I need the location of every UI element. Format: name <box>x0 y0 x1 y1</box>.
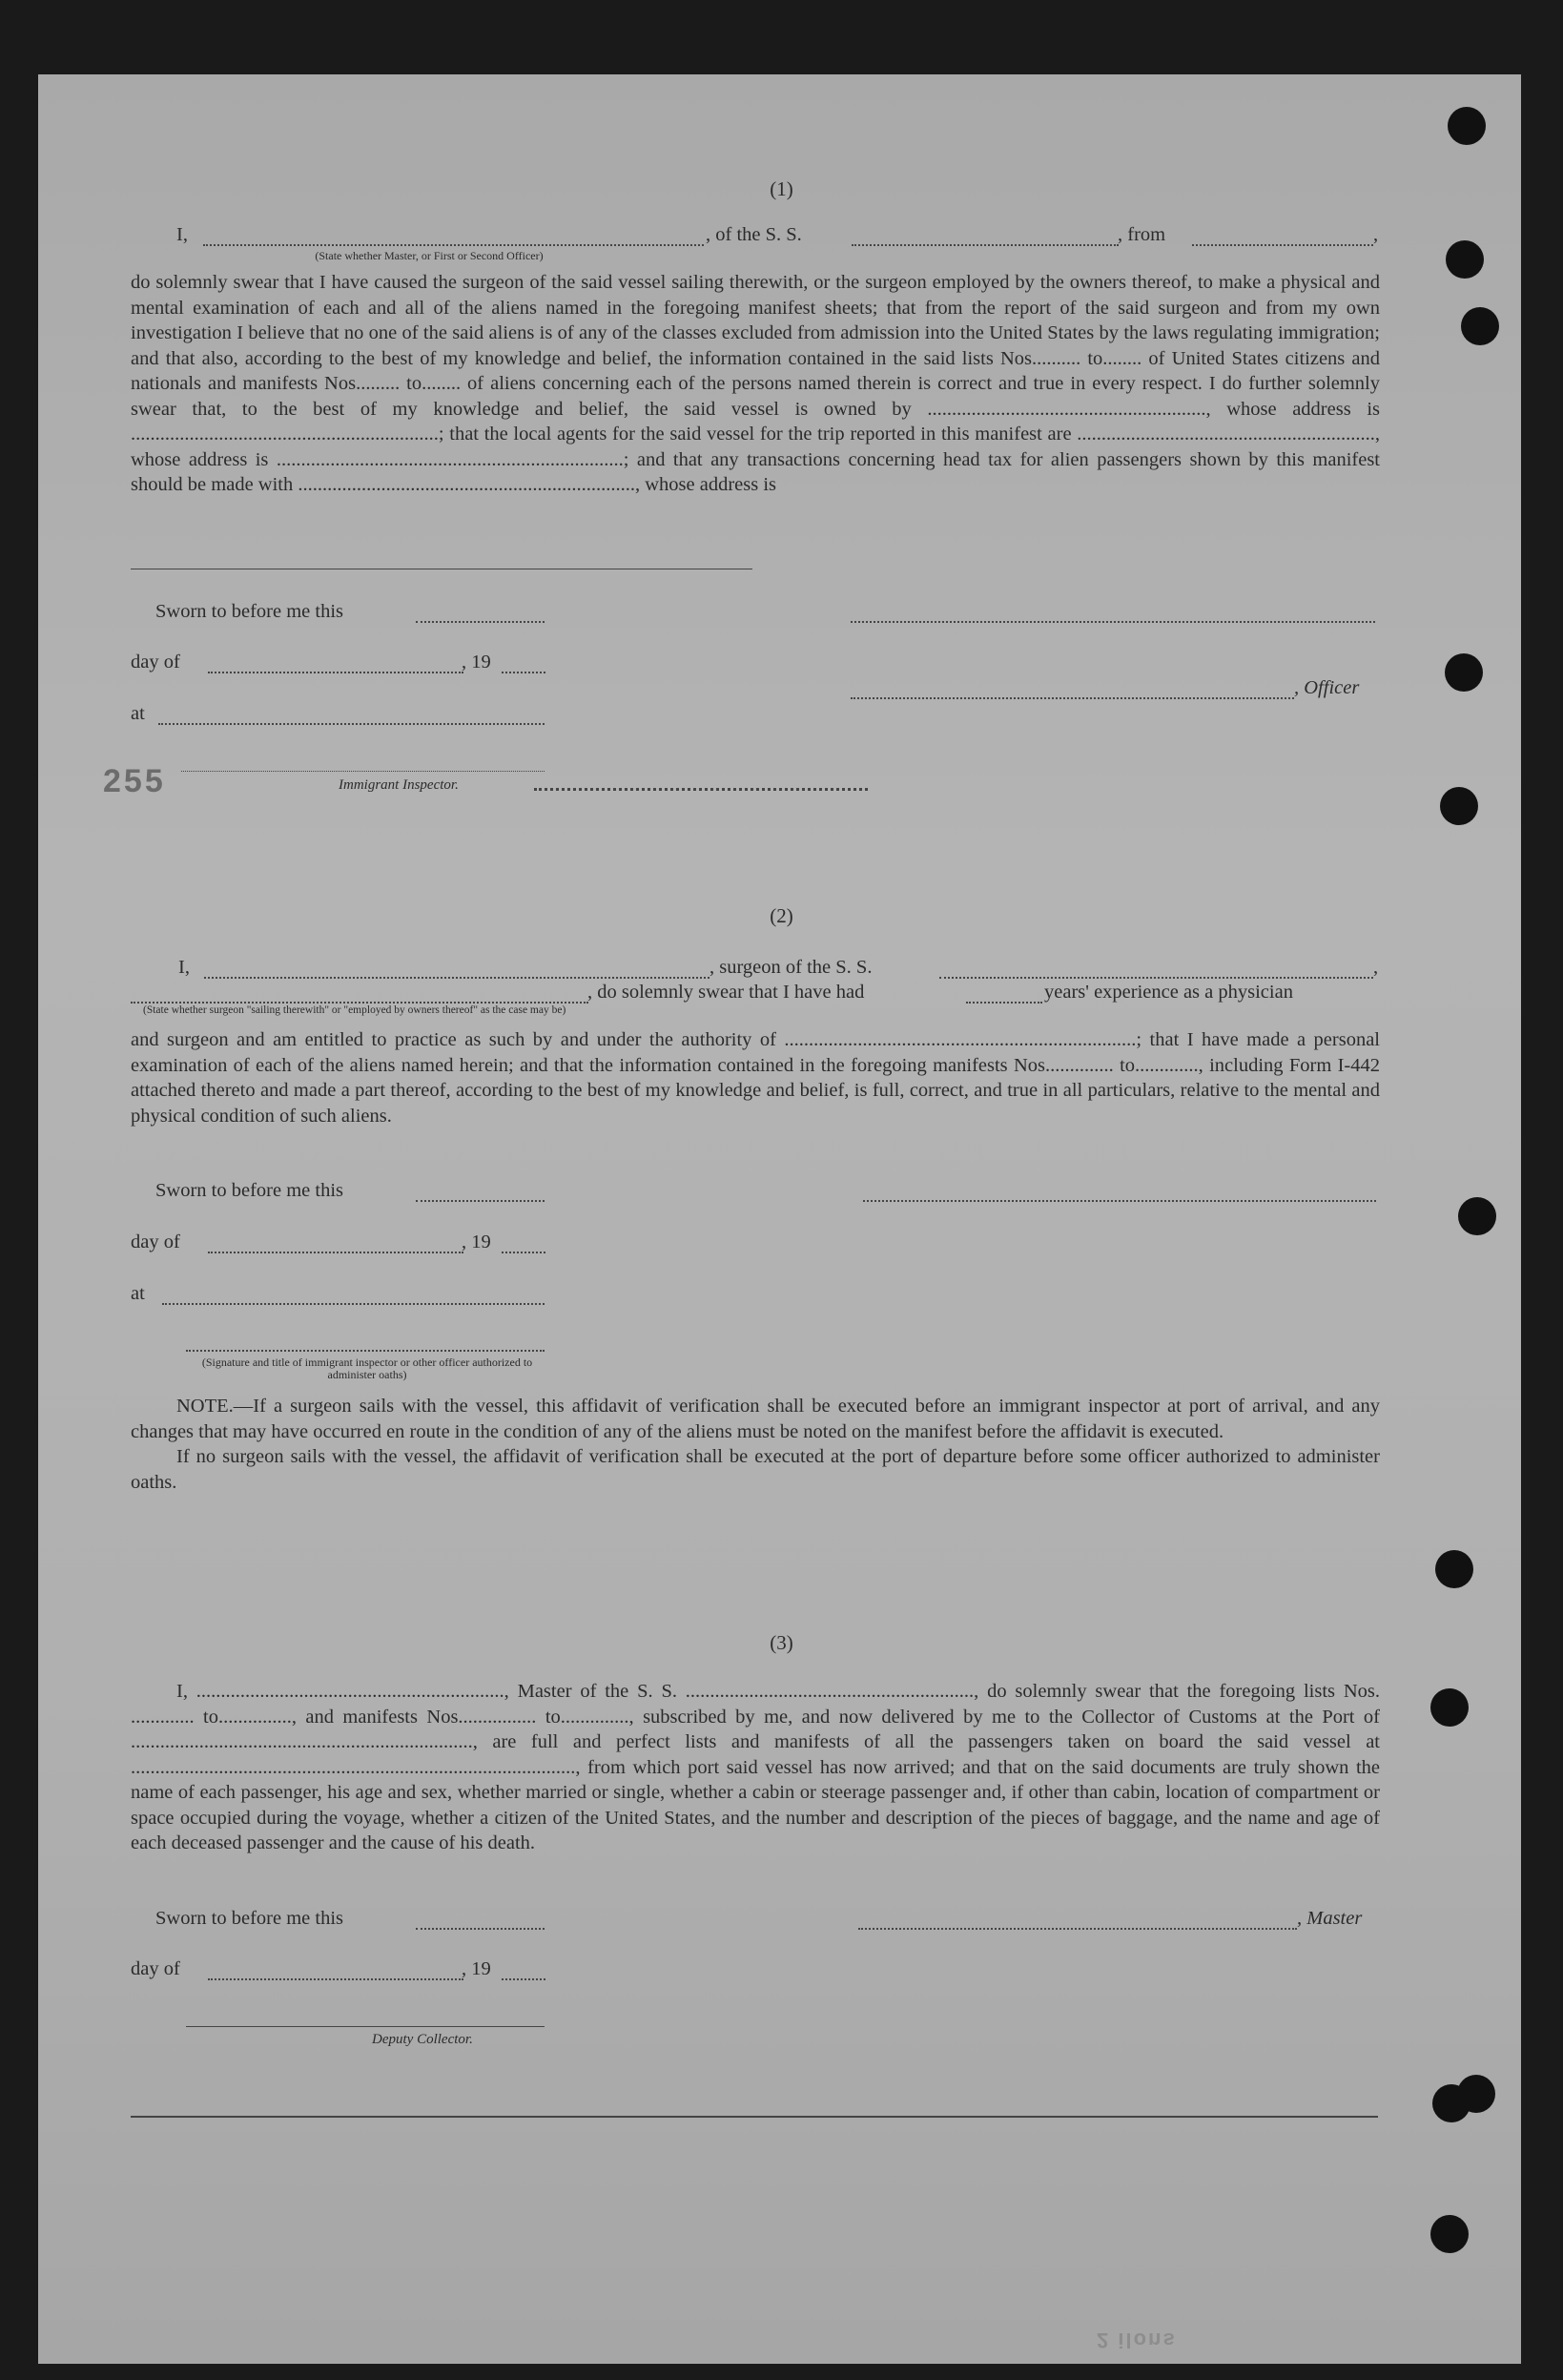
s2-at-label: at <box>131 1283 145 1304</box>
s2-day-label: day of <box>131 1231 180 1252</box>
binder-hole-11 <box>1430 2215 1469 2253</box>
binder-hole-8 <box>1430 1688 1469 1727</box>
binder-hole-5 <box>1440 787 1478 825</box>
binder-hole-2 <box>1446 240 1484 279</box>
s1-year-label: , 19 <box>462 652 491 673</box>
s2-line1-i: I, <box>178 957 190 978</box>
s2-year-field <box>502 1252 545 1253</box>
s1-sworn-label: Sworn to before me this <box>155 601 343 622</box>
s2-surgeon-sig-line <box>863 1200 1376 1202</box>
s3-master-label: , Master <box>1297 1908 1363 1929</box>
s2-sworn-label: Sworn to before me this <box>155 1180 343 1201</box>
s2-surgeon-type-field <box>131 1002 588 1004</box>
s2-vessel-field <box>939 977 1373 979</box>
binder-hole-6 <box>1458 1197 1496 1235</box>
s2-line2-years: years' experience as a physician <box>1044 982 1293 1003</box>
s1-line1-ss: , of the S. S. <box>706 224 802 245</box>
s2-note <box>131 1394 1380 1495</box>
s2-inspector-sig-line <box>186 1350 545 1352</box>
s2-sig-caption: (Signature and title of immigrant inspector or other officer authorized to administer oaths) <box>201 1356 533 1381</box>
s3-master-line <box>858 1928 1297 1930</box>
section3-number: (3) <box>770 1631 793 1654</box>
s2-line2-swear: , do solemnly swear that I have had <box>587 982 865 1003</box>
s1-line1-i: I, <box>176 224 188 245</box>
binder-hole-7 <box>1435 1550 1473 1588</box>
s2-body-text: and surgeon and am entitled to practice as such by and under the authority of ........................................................................; that I have made a personal examination of each of the aliens named herein; and that the information contained in the foregoing manifests Nos.............. to............., including Form I-442 attached thereto and made a part thereof, according to the best of my knowledge and belief, is full, correct, and true in all particulars, relative to the mental and physical condition of such aliens. <box>131 1029 1380 1127</box>
s2-year-label: , 19 <box>462 1231 491 1252</box>
s3-day-label: day of <box>131 1958 180 1979</box>
section1-number: (1) <box>770 177 793 200</box>
s1-line1-comma: , <box>1373 224 1379 245</box>
s3-sworn-label: Sworn to before me this <box>155 1908 343 1929</box>
s1-year-field <box>502 672 545 673</box>
s3-deputy-caption: Deputy Collector. <box>372 2032 473 2047</box>
s1-officer-sig-line <box>851 621 1375 623</box>
s2-note2: If no surgeon sails with the vessel, the affidavit of verification shall be executed at the port of departure before some officer authorized to administer oaths. <box>131 1446 1380 1493</box>
s1-from-field <box>1192 244 1373 246</box>
s2-body <box>131 1027 1380 1128</box>
s1-day-label: day of <box>131 652 180 673</box>
binder-hole-3 <box>1461 307 1499 345</box>
s3-sworn-field <box>416 1928 545 1930</box>
s2-caption-surgeon: (State whether surgeon "sailing therewith" or "employed by owners thereof" as the case may be) <box>143 1004 566 1016</box>
s2-years-field <box>966 1002 1042 1004</box>
s2-day-field <box>208 1252 463 1253</box>
s3-body-text: I, ..............................................................., Master of the S. S. ..........................................................., do solemnly swear that the foregoing lists Nos. ............. to..............., and manifests Nos................ to.............., subscribed by me, and now delivered by me to the Collector of Customs at the Port of ......................................................................, are full and perfect lists and manifests of all the passengers taken on board the said vessel at ..........................................................................................., from which port said vessel has now arrived; and that on the said documents are truly shown the name of each passenger, his age and sex, whether married or single, whether a cabin or steerage passenger and, if other than cabin, location of compartment or space occupied during the voyage, whether a citizen of the United States, and the number and description of the pieces of baggage, and the name and age of each deceased passenger and the cause of his death. <box>131 1681 1380 1853</box>
s1-at-field <box>158 723 545 725</box>
s1-at-label: at <box>131 703 145 724</box>
bottom-rule <box>131 2116 1378 2118</box>
s2-note1: NOTE.—If a surgeon sails with the vessel, this affidavit of verification shall be executed before an immigrant inspector at port of arrival, and any changes that may have occurred en route in the condition of any of the aliens must be noted on the manifest before the affidavit is executed. <box>131 1396 1380 1442</box>
s1-inspector-sig-line <box>181 771 545 772</box>
binder-hole-4 <box>1445 653 1483 692</box>
s2-name-field <box>204 977 710 979</box>
s3-day-field <box>208 1978 463 1980</box>
s1-sworn-field <box>416 621 545 623</box>
s1-caption-master: (State whether Master, or First or Second Officer) <box>315 249 544 262</box>
s1-inspector-trail <box>534 788 868 791</box>
s2-sworn-field <box>416 1200 545 1202</box>
s3-body <box>131 1679 1380 1856</box>
s2-at-field <box>162 1303 545 1305</box>
s1-vessel-field <box>852 244 1119 246</box>
s1-officer-label: , Officer <box>1294 677 1360 698</box>
binder-hole-1 <box>1448 107 1486 145</box>
s1-name-field <box>203 244 704 246</box>
s1-line1-from: , from <box>1118 224 1166 245</box>
s1-body-text: do solemnly swear that I have caused the surgeon of the said vessel sailing therewith, or the surgeon employed by the owners thereof, to make a physical and mental examination of each and all of the aliens named in the foregoing manifest sheets; that from the report of the said surgeon and from my own investigation I believe that no one of the said aliens is of any of the classes excluded from admission into the United States by the laws regulating immigration; and that also, according to the best of my knowledge and belief, the information contained in the said lists Nos.......... to........ of United States citizens and nationals and manifests Nos......... to........ of aliens concerning each of the persons named therein is correct and true in every respect. I do further solemnly swear that, to the best of my knowledge and belief, the said vessel is owned by ........................................................., whose address is ...............................................................; that the local agents for the said vessel for the trip reported in this manifest are ............................................................., whose address is .......................................................................; and that any transactions concerning head tax for alien passengers shown by this manifest should be made with ....................................................................., whose address is <box>131 272 1380 495</box>
section2-number: (2) <box>770 904 793 927</box>
s3-year-field <box>502 1978 545 1980</box>
s3-year-label: , 19 <box>462 1958 491 1979</box>
s3-deputy-sig-line <box>186 2026 545 2027</box>
s1-officer-line <box>851 697 1294 699</box>
binder-hole-10 <box>1457 2075 1495 2113</box>
s1-day-field <box>208 672 463 673</box>
s2-line1-comma: , <box>1373 957 1379 978</box>
s1-page-stamp: 255 <box>103 763 166 799</box>
s1-body <box>131 270 1380 498</box>
s1-inspector-caption: Immigrant Inspector. <box>339 777 459 793</box>
s2-line1-ss: , surgeon of the S. S. <box>710 957 873 978</box>
footer-faint-text: 2 ilons <box>1097 2328 1177 2352</box>
